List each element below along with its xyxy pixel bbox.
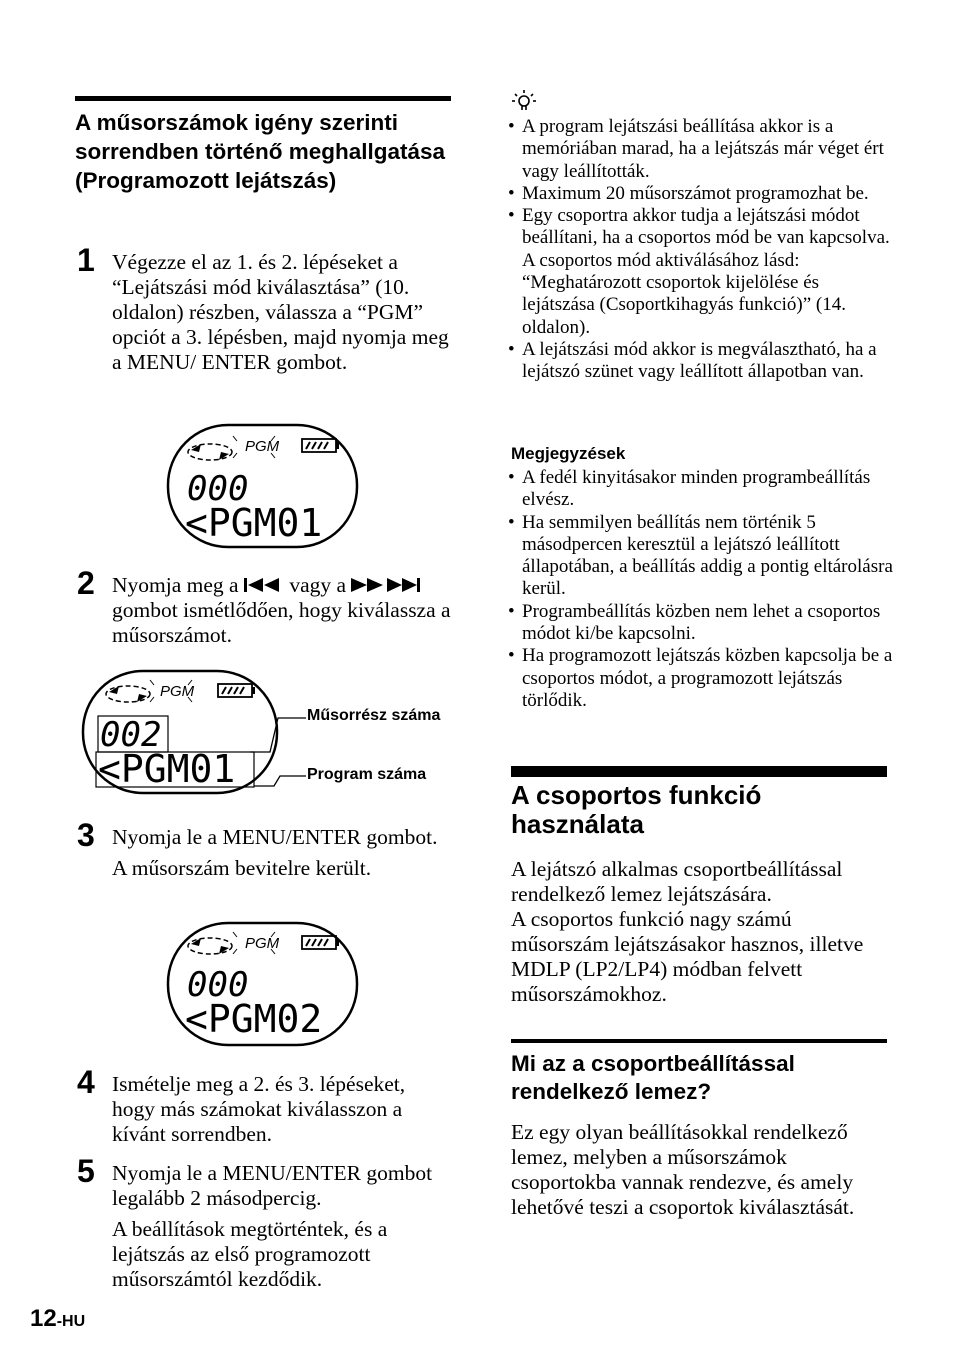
callout-lines — [250, 700, 310, 790]
lcd-display-3 — [165, 920, 360, 1048]
callout-program-number: Program száma — [307, 766, 427, 783]
step-3-text — [112, 825, 452, 881]
paragraph-2: A csoportos funkció nagy számú műsorszám lejátszásakor hasznos, illetve MDLP (LP2/LP4) módban felvett műsorszámokhoz. — [511, 907, 864, 1006]
step-2-mid: vagy a — [289, 573, 347, 597]
lcd-top-digits: 002 — [100, 715, 162, 755]
list-item: • Egy csoportra akkor tudja a lejátszási módot beállítani, ha a csoportos mód be van kapcsolva. A csoportos mód aktiválásához lásd: “Meghatározott csoportok kijelölése és lejátszása (Csoportkihagyás funkció)” (14. oldalon). — [508, 205, 890, 338]
paragraph-1: A lejátszó alkalmas csoportbeállítással rendelkező lemez lejátszására. — [511, 857, 843, 906]
section-heading: A műsorszámok igény szerinti sorrendben történő meghallgatása (Programozott lejátszás) — [75, 110, 446, 193]
section-rule — [511, 766, 887, 777]
lcd-bottom-text: <PGM01 — [185, 501, 323, 545]
step-number-3: 3 — [77, 817, 95, 853]
callout-track-number: Műsorrész száma — [307, 707, 441, 724]
page-number-suffix: -HU — [56, 1313, 86, 1330]
list-item: • A lejátszási mód akkor is megválasztható, ha a lejátszó szünet vagy leállított állapotban van. — [508, 338, 877, 383]
step-number-4: 4 — [77, 1064, 95, 1100]
step-number-5: 5 — [77, 1153, 95, 1189]
lcd-indicator: PGM — [245, 438, 280, 455]
lightbulb-icon — [511, 88, 537, 112]
step-2-pre: Nyomja meg a — [112, 573, 239, 597]
subsection-rule — [511, 1039, 887, 1043]
lcd-top-digits: 000 — [187, 469, 249, 509]
previous-track-icon — [244, 577, 284, 593]
lcd-display-1 — [165, 422, 360, 550]
list-item: • A program lejátszási beállítása akkor is a memóriában marad, ha a lejátszás már véget ért vagy leállították. — [508, 116, 884, 182]
step-2-text — [112, 573, 452, 648]
section-paragraph — [511, 857, 891, 1007]
list-item: • Ha programozott lejátszás közben kapcsolja be a csoportos módot, a programozott lejátszás törlődik. — [508, 645, 893, 711]
notes-title: Megjegyzések — [511, 444, 626, 463]
fast-forward-next-icon — [351, 577, 421, 593]
step-1-text: Végezze el az 1. és 2. lépéseket a “Lejátszási mód kiválasztása” (10. oldalon) részben, válassza a “PGM” opciót a 3. lépésben, majd nyomja meg a MENU/ ENTER gombot. — [112, 250, 449, 374]
notes-list — [508, 467, 893, 712]
lcd-top-digits: 000 — [187, 965, 249, 1005]
step-2-post: gombot ismétlődően, hogy kiválassza a műsorszámot. — [112, 598, 451, 647]
list-item: • A fedél kinyitásakor minden programbeállítás elvész. — [508, 467, 871, 511]
subsection-paragraph: Ez egy olyan beállításokkal rendelkező lemez, melyben a műsorszámok csoportokba vannak rendezve, és amely lehetővé teszi a csoportok kiválasztását. — [511, 1120, 855, 1219]
step-number-1: 1 — [77, 242, 95, 278]
step-5-text — [112, 1161, 452, 1292]
page-number — [30, 1305, 85, 1333]
page-number-value: 12 — [30, 1305, 57, 1332]
subsection-heading: Mi az a csoportbeállítással rendelkező lemez? — [511, 1051, 795, 1104]
lcd-bottom-text: <PGM01 — [98, 747, 236, 791]
section-rule — [75, 96, 451, 101]
list-item: • Maximum 20 műsorszámot programozhat be. — [508, 182, 869, 204]
step-3-main: Nyomja le a MENU/ENTER gombot. — [112, 825, 438, 849]
step-5-sub: A beállítások megtörténtek, és a lejátszás az első programozott műsorszámtól kezdődik. — [112, 1217, 388, 1291]
section-heading: A csoportos funkció használata — [511, 780, 762, 839]
lcd-indicator: PGM — [160, 683, 195, 700]
step-4-text: Ismételje meg a 2. és 3. lépéseket, hogy más számokat kiválasszon a kívánt sorrendben. — [112, 1072, 406, 1146]
tips-list — [508, 116, 893, 384]
step-5-main: Nyomja le a MENU/ENTER gombot legalább 2 másodpercig. — [112, 1161, 433, 1210]
list-item: • Programbeállítás közben nem lehet a csoportos módot ki/be kapcsolni. — [508, 600, 881, 645]
step-3-sub: A műsorszám bevitelre került. — [112, 856, 372, 880]
lcd-bottom-text: <PGM02 — [185, 997, 323, 1041]
list-item: • Ha semmilyen beállítás nem történik 5 másodpercen keresztül a lejátszó leállított állapotában, a beállítás addig a pontig eltárolásra kerül. — [508, 511, 893, 600]
lcd-indicator: PGM — [245, 935, 280, 952]
step-number-2: 2 — [77, 565, 95, 601]
